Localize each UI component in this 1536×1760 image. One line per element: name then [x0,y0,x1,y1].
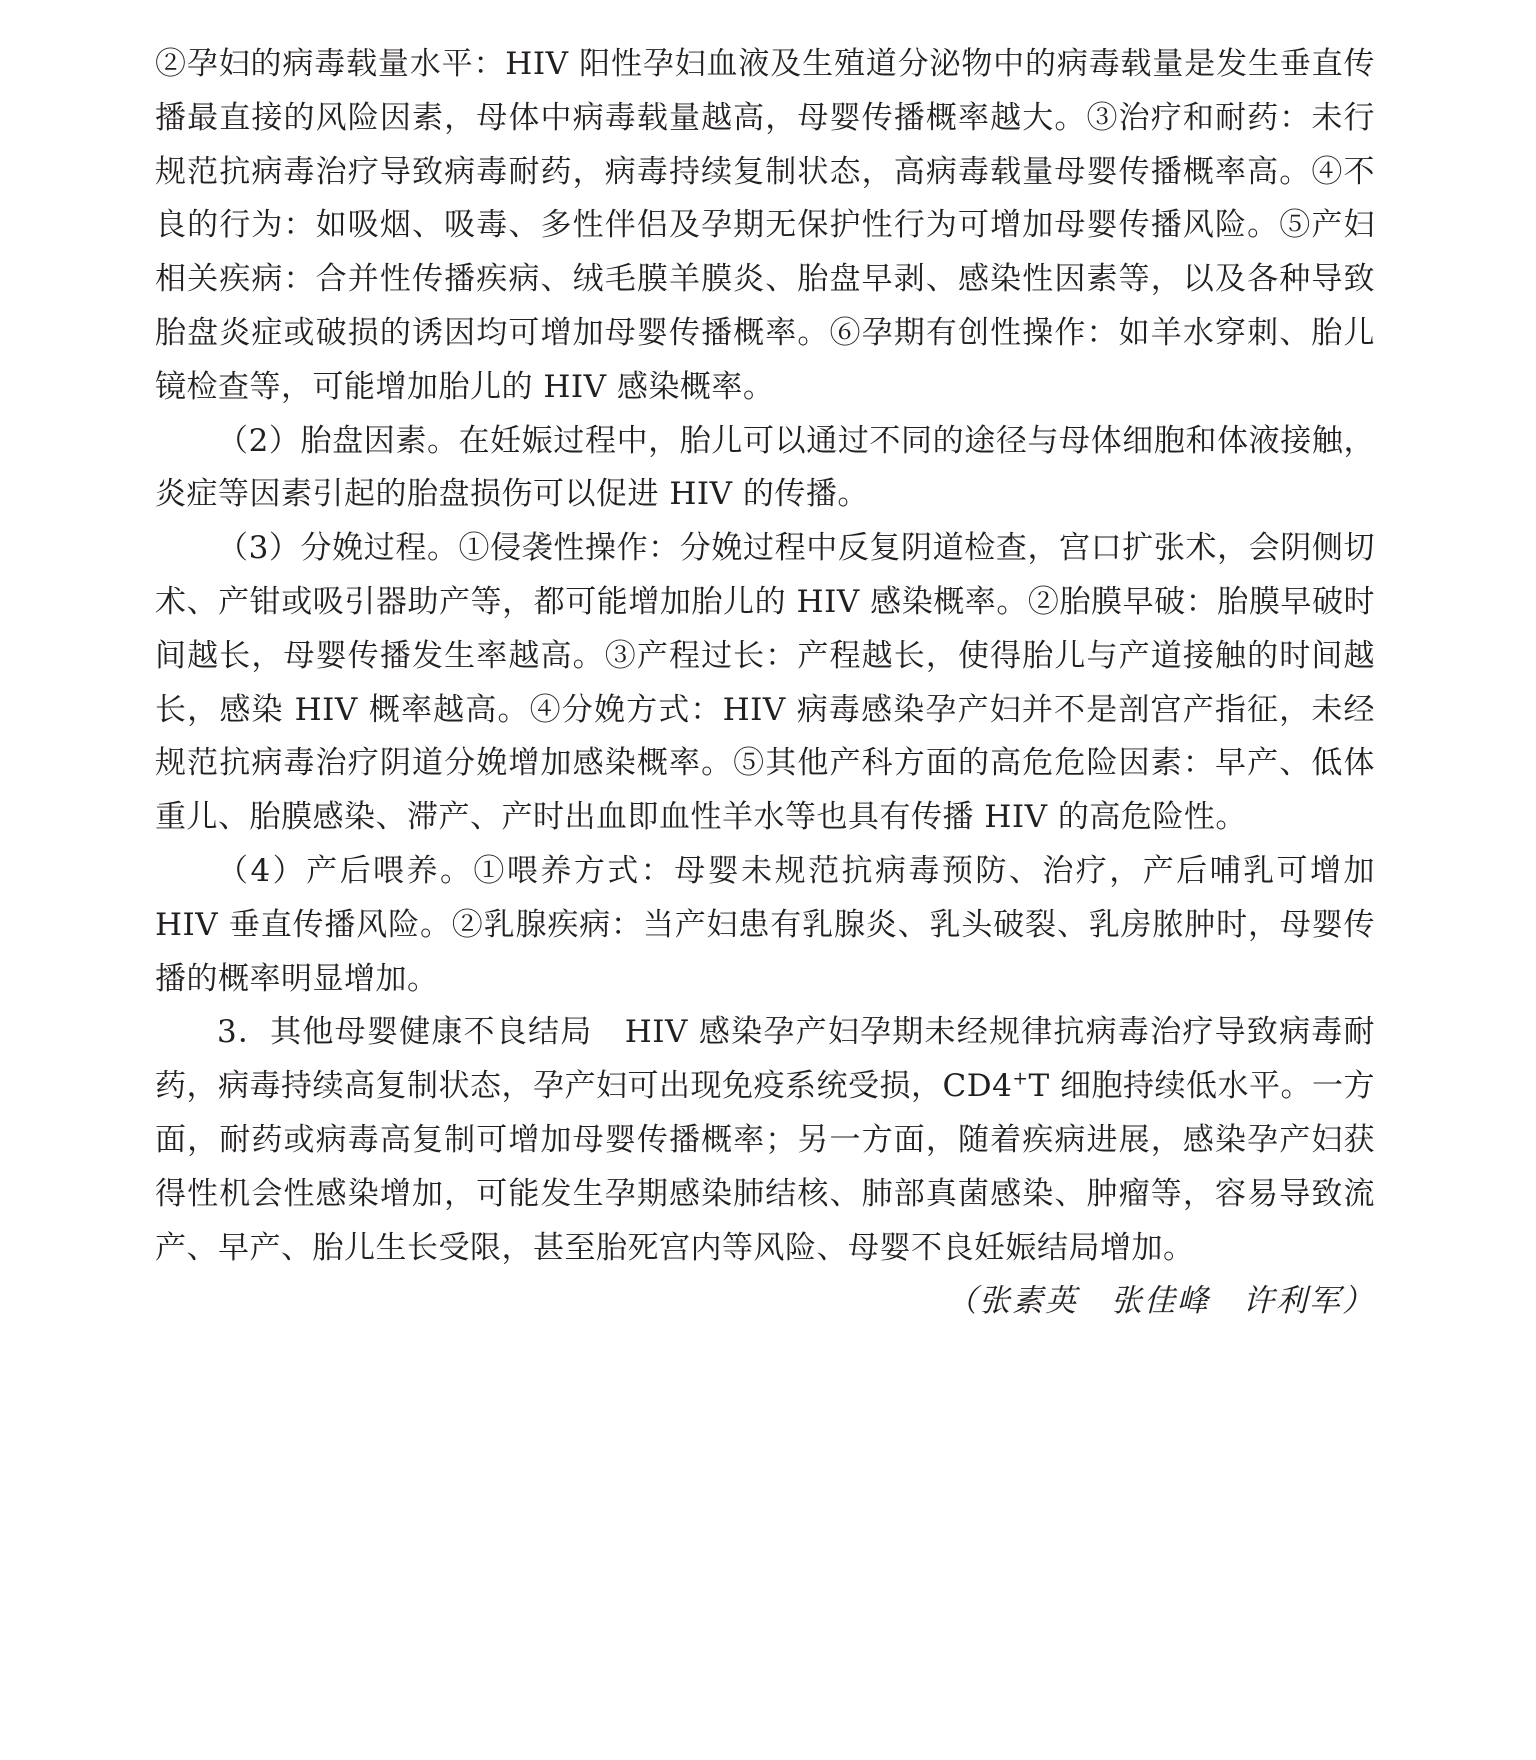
paragraph-maternal-risk-factors: ②孕妇的病毒载量水平：HIV 阳性孕妇血液及生殖道分泌物中的病毒载量是发生垂直传播最直接的风险因素，母体中病毒载量越高，母婴传播概率越大。③治疗和耐药：未行规范抗病毒治疗导致病毒耐药，病毒持续复制状态，高病毒载量母婴传播概率高。④不良的行为：如吸烟、吸毒、多性伴侣及孕期无保护性行为可增加母婴传播风险。⑤产妇相关疾病：合并性传播疾病、绒毛膜羊膜炎、胎盘早剥、感染性因素等，以及各种导致胎盘炎症或破损的诱因均可增加母婴传播概率。⑥孕期有创性操作：如羊水穿刺、胎儿镜检查等，可能增加胎儿的 HIV 感染概率。 [155,46,1375,405]
document-page [155,38,1375,1329]
superscript-plus: + [1012,1068,1029,1090]
section-3-text-part2: T 细胞持续低水平。一方面，耐药或病毒高复制可增加母婴传播概率；另一方面，随着疾病进展，感染孕产妇获得性机会性感染增加，可能发生孕期感染肺结核、肺部真菌感染、肿瘤等，容易导致流产、早产、胎儿生长受限，甚至胎死宫内等风险、母婴不良妊娠结局增加。 [155,1068,1376,1266]
author-signature: （张素英 张佳峰 许利军） [946,1283,1375,1320]
paragraph-placental-factors: （2）胎盘因素。在妊娠过程中，胎儿可以通过不同的途径与母体细胞和体液接触，炎症等因素引起的胎盘损伤可以促进 HIV 的传播。 [155,422,1375,513]
paragraph-section-3 [155,1006,1375,1275]
section-3-text-part1: HIV 感染孕产妇孕期未经规律抗病毒治疗导致病毒耐药，病毒持续高复制状态，孕产妇可出现免疫系统受损，CD4 [155,1014,1375,1105]
heading-gap [592,1014,624,1050]
paragraph-postpartum-feeding: （4）产后喂养。①喂养方式：母婴未规范抗病毒预防、治疗，产后哺乳可增加 HIV 垂直传播风险。②乳腺疾病：当产妇患有乳腺炎、乳头破裂、乳房脓肿时，母婴传播的概率明显增加。 [155,852,1375,997]
paragraph-delivery-process: （3）分娩过程。①侵袭性操作：分娩过程中反复阴道检查，宫口扩张术，会阴侧切术、产钳或吸引器助产等，都可能增加胎儿的 HIV 感染概率。②胎膜早破：胎膜早破时间越长，母婴传播发生率越高。③产程过长：产程越长，使得胎儿与产道接触的时间越长，感染 HIV 概率越高。④分娩方式：HIV 病毒感染孕产妇并不是剖宫产指征，未经规范抗病毒治疗阴道分娩增加感染概率。⑤其他产科方面的高危危险因素：早产、低体重儿、胎膜感染、滞产、产时出血即血性羊水等也具有传播 HIV 的高危险性。 [155,530,1375,836]
section-3-heading: 3．其他母婴健康不良结局 [217,1014,593,1051]
